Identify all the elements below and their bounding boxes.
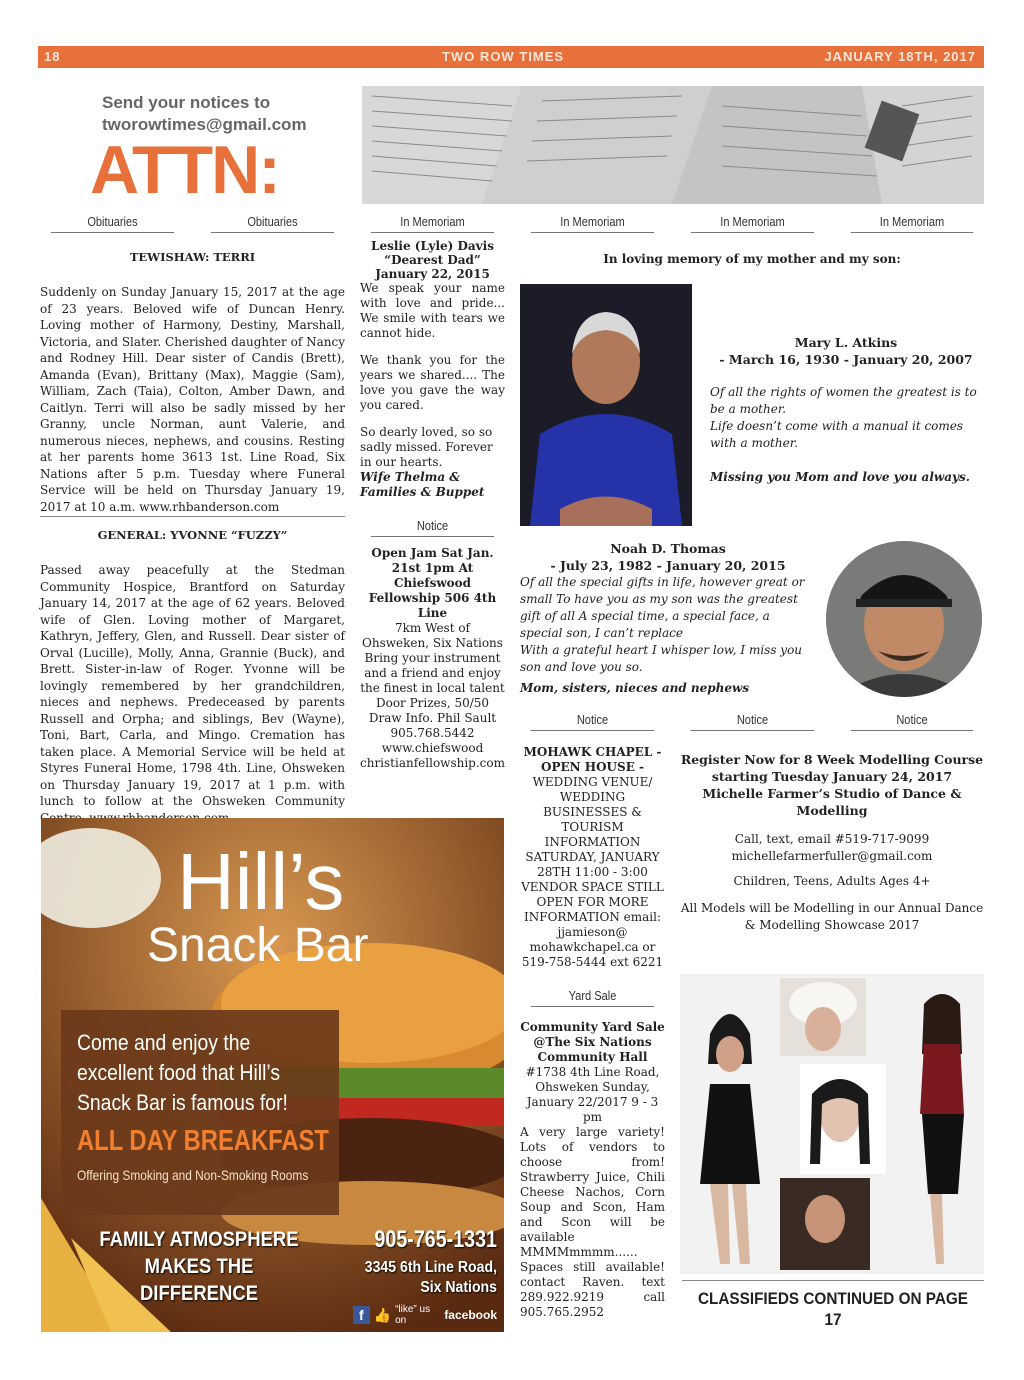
mohawk-chapel-title: MOHAWK CHAPEL - OPEN HOUSE -	[523, 745, 662, 774]
hills-snack-bar: Snack Bar	[147, 919, 369, 972]
divider	[682, 1280, 984, 1281]
obituary-2-text: Passed away peacefully at the Stedman Community Hospice, Brantford on Saturday January 14, 2017 at the age of 62 years. Beloved wife of Glen. Loving mother of Margaret, Kathryn, Jeffery, Glen, and Russell. Dear sister of Orval (Lucille), Molly, Anna, Grannie (Buck), and Brett. Sister-in-law of Roger. Yvonne will be lovingly remembered by her grandchildren, nieces and nephews. Predeceased by parents Russell and Orpha; and siblings, Bev (Wayne), Toni, Bart, Carla, and Mingo. Cremation has taken place. A Memorial Service will be held at Styres Funeral Home, 1798 4th. Line, Ohsweken on Thursday January 19, 2017 at 1 p.m. with lunch to follow at the Ohsweken Community	[40, 563, 345, 808]
notice-modelling	[680, 751, 984, 934]
section-head-inmemoriam-1: In Memoriam	[360, 214, 505, 233]
section-head-inmemoriam-4: In Memoriam	[840, 214, 984, 233]
open-jam-text: 7km West of Ohsweken, Six Nations Bring your instrument and a friend and enjoy the finest in local talent Door Prizes, 50/50 Draw Info. Phil Sault 905.768.5442 www.chiefswood christianfellowship.com	[360, 621, 505, 770]
send-notices-email[interactable]: tworowtimes@gmail.com	[102, 115, 307, 134]
classifieds-continued: CLASSIFIEDS CONTINUED ON PAGE 17	[697, 1289, 969, 1329]
hills-facebook[interactable]	[353, 1304, 497, 1326]
hills-slogan: Come and enjoy the excellent food that Hill’s Snack Bar is famous for!	[77, 1030, 288, 1115]
yard-sale-text: A very large variety! Lots of vendors to choose from! Strawberry Juice, Chili Cheese Nachos, Corn Soup and Scon, Ham and Scon will be available MMMMmmmm...... Spaces still available! contact Raven. text 289.922.9219 call 905.765.2952	[520, 1125, 665, 1319]
memoriam-davis-nickname: “Dearest Dad”	[384, 253, 481, 267]
notice-mohawk-chapel	[520, 745, 665, 970]
newspaper-clippings-photo	[362, 86, 984, 204]
hills-like-text: “like” us on	[395, 1304, 431, 1326]
hills-smoking: Offering Smoking and Non-Smoking Rooms	[77, 1167, 309, 1183]
obituary-2-title: GENERAL: YVONNE “FUZZY”	[97, 528, 288, 542]
noah-thomas-poem-1: Of all the special gifts in life, however great or small To have you as my son was the greatest gift of all A special time, a special face, a special son, I can’t replace	[520, 575, 805, 640]
memoriam-davis-verse-2: We thank you for the years we shared.... The love you gave the way you cared.	[360, 353, 505, 412]
open-jam-title: Open Jam Sat Jan. 21st 1pm At Chiefswood Fellowship 506 4th Line	[368, 546, 497, 620]
notice-yard-sale	[520, 1020, 665, 1320]
attn-heading: ATTN:	[90, 132, 279, 208]
hills-address: 3345 6th Line Road, Six Nations	[364, 1259, 497, 1296]
hills-phone[interactable]: 905-765-1331	[374, 1226, 497, 1253]
memoriam-davis-verse-3: So dearly loved, so so sadly missed. Forever in our hearts.	[360, 425, 493, 469]
mary-atkins-photo	[520, 284, 692, 526]
section-head-notice-4: Notice	[840, 712, 984, 731]
notice-open-jam	[360, 546, 505, 771]
modelling-ages: Children, Teens, Adults Ages 4+	[733, 874, 931, 888]
modelling-title: Register Now for 8 Week Modelling Course starting Tuesday January 24, 2017 Michelle Farmer’s Studio of Dance & Modelling	[680, 752, 984, 818]
mary-atkins-block	[708, 334, 984, 368]
hills-breakfast: ALL DAY BREAKFAST	[77, 1125, 329, 1157]
hills-promo-panel	[61, 1010, 339, 1215]
noah-thomas-block	[520, 540, 816, 574]
page-number: 18	[44, 49, 61, 64]
memoriam-davis-verse-1: We speak your name with love and pride... We smile with tears we cannot hide.	[360, 281, 505, 340]
facebook-icon: f	[353, 1306, 370, 1324]
noah-thomas-name: Noah D. Thomas	[610, 541, 726, 556]
noah-thomas-signature: Mom, sisters, nieces and nephews	[520, 681, 750, 695]
mary-atkins-dates: - March 16, 1930 - January 20, 2007	[719, 352, 973, 367]
hills-name: Hill’s	[177, 837, 345, 926]
noah-thomas-poem-2: With a grateful heart I whisper low, I miss you son and love you so.	[520, 643, 803, 674]
section-head-notice-1: Notice	[360, 518, 505, 537]
paper-name: TWO ROW TIMES	[442, 49, 565, 64]
obituary-1-title: TEWISHAW: TERRI	[129, 250, 256, 264]
modelling-contact: Call, text, email #519-717-9099 michellefarmerfuller@gmail.com	[731, 832, 933, 863]
section-head-inmemoriam-3: In Memoriam	[680, 214, 825, 233]
noah-thomas-dates: - July 23, 1982 - January 20, 2015	[550, 558, 786, 573]
memoriam-davis-name: Leslie (Lyle) Davis	[371, 239, 494, 253]
send-notices-line1: Send your notices to	[102, 93, 271, 112]
divider	[40, 516, 345, 517]
section-head-notice-3: Notice	[680, 712, 825, 731]
section-head-obituaries-2: Obituaries	[200, 214, 345, 233]
hills-snack-bar-ad	[41, 818, 504, 1332]
mary-atkins-poem-1: Of all the rights of women the greatest is to be a mother.	[710, 385, 977, 416]
mary-atkins-signature: Missing you Mom and love you always.	[710, 470, 970, 484]
memoriam-family-heading: In loving memory of my mother and my son:	[603, 252, 901, 266]
memoriam-davis-signature: Wife Thelma & Families & Buppet	[360, 470, 485, 499]
send-notices	[102, 92, 307, 136]
obituary-1-text: Suddenly on Sunday January 15, 2017 at the age of 23 years. Beloved wife of Duncan Henry. Loving mother of Harmony, Destiny, Marshall, Victoria, and Slater. Cherished daughter of Nancy and Rodney Hill. Dear sister of Candis (Brett), Amanda (Evan), Brittany (Max), Maggie (Sam), William, Zach (Taia), Colton, Amber Dawn, and Caitlyn. Terri will also be sadly missed by her Granny, uncle Norman, aunt Valerie, and numerous nieces, nephews, and cousins. Resting at her parents home 3613 1st. Line Road, Six Nations after 5 p.m. Tuesday where Funeral Service will be held on Thursday January 19, 2017 at 10 a.m. www.rhbanderson.com	[40, 285, 345, 514]
yard-sale-title: Community Yard Sale @The Six Nations Community Hall	[520, 1020, 665, 1064]
hills-family: FAMILY ATMOSPHERE MAKES THE DIFFERENCE	[99, 1228, 299, 1305]
noah-thomas-poem	[520, 574, 816, 697]
section-head-yardsale: Yard Sale	[520, 988, 665, 1007]
section-head-notice-2: Notice	[520, 712, 665, 731]
mary-atkins-poem-2: Life doesn’t come with a manual it comes with a mother.	[710, 419, 964, 450]
memoriam-davis-date: January 22, 2015	[375, 267, 490, 281]
models-collage-photo	[680, 974, 984, 1274]
mohawk-chapel-text: WEDDING VENUE/ WEDDING BUSINESSES & TOURISM INFORMATION SATURDAY, JANUARY 28TH 11:00 - 3:00 VENDOR SPACE STILL OPEN FOR MORE INFORMATION email: jjamieson@ mohawkchapel.ca or 519-758-5444 ext 6221	[521, 775, 664, 969]
issue-date: JANUARY 18TH, 2017	[824, 49, 976, 64]
section-head-obituaries-1: Obituaries	[40, 214, 185, 233]
mary-atkins-poem	[710, 384, 984, 486]
noah-thomas-photo	[826, 541, 982, 697]
mary-atkins-name: Mary L. Atkins	[794, 335, 898, 350]
hills-facebook-text: facebook	[444, 1308, 497, 1322]
page-header-bar	[38, 46, 984, 68]
thumbs-up-icon: 👍	[373, 1306, 392, 1323]
modelling-showcase: All Models will be Modelling in our Annual Dance & Modelling Showcase 2017	[680, 901, 984, 932]
memoriam-davis	[360, 239, 505, 500]
yard-sale-address: #1738 4th Line Road, Ohsweken Sunday, January 22/2017 9 - 3 pm	[525, 1065, 660, 1124]
section-head-inmemoriam-2: In Memoriam	[520, 214, 665, 233]
